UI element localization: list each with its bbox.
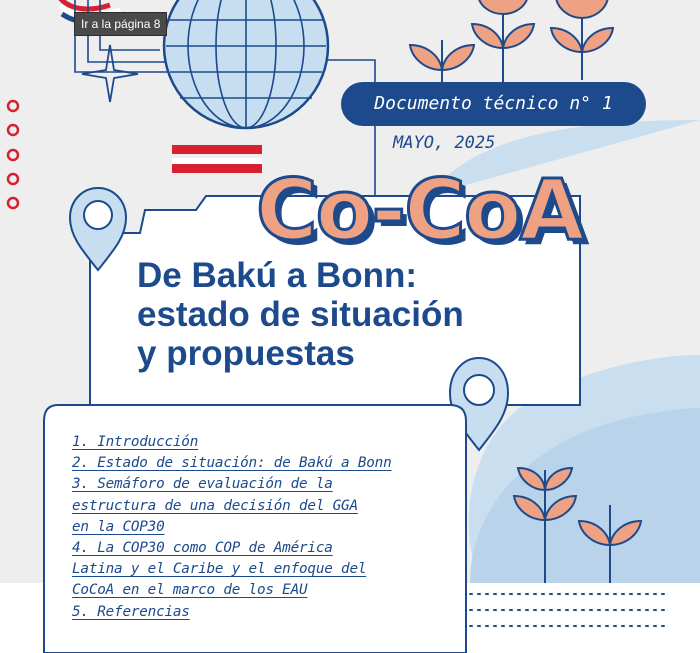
toc-item[interactable] bbox=[72, 432, 467, 453]
document-label-badge: Documento técnico n° 1 bbox=[341, 82, 646, 126]
toc-item[interactable] bbox=[72, 496, 467, 517]
toc-item[interactable] bbox=[72, 559, 467, 580]
brand-logo-text: Co-CoA bbox=[256, 161, 583, 259]
toc-link-referencias[interactable]: 5. Referencias bbox=[72, 603, 190, 620]
toc-link-estado[interactable]: 2. Estado de situación: de Bakú a Bonn bbox=[72, 455, 392, 472]
publication-date: MAYO, 2025 bbox=[393, 133, 496, 153]
toc-item[interactable] bbox=[72, 517, 467, 538]
toc-item[interactable] bbox=[72, 538, 467, 559]
toc-link-semaforo-end[interactable]: en la COP30 bbox=[72, 518, 165, 535]
toc-link-cop30-end[interactable]: CoCoA en el marco de los EAU bbox=[72, 582, 308, 599]
flag-stripes-icon bbox=[172, 145, 262, 173]
toc-item[interactable] bbox=[72, 580, 467, 601]
page-link-tooltip: Ir a la página 8 bbox=[74, 12, 167, 36]
toc-link-semaforo[interactable]: 3. Semáforo de evaluación de la bbox=[72, 476, 333, 493]
toc-link-cop30-cont[interactable]: Latina y el Caribe y el enfoque del bbox=[72, 561, 367, 578]
table-of-contents bbox=[72, 432, 467, 623]
toc-link-introduccion[interactable]: 1. Introducción bbox=[72, 434, 199, 450]
toc-item[interactable] bbox=[72, 602, 467, 623]
page-title bbox=[137, 256, 537, 373]
title-line: y propuestas bbox=[137, 334, 355, 373]
toc-item[interactable] bbox=[72, 453, 467, 474]
title-line: De Bakú a Bonn: bbox=[137, 256, 418, 295]
toc-link-cop30[interactable]: 4. La COP30 como COP de América bbox=[72, 540, 333, 557]
title-line: estado de situación bbox=[137, 295, 464, 334]
toc-item[interactable] bbox=[72, 474, 467, 495]
toc-link-semaforo-cont[interactable]: estructura de una decisión del GGA bbox=[72, 497, 358, 514]
